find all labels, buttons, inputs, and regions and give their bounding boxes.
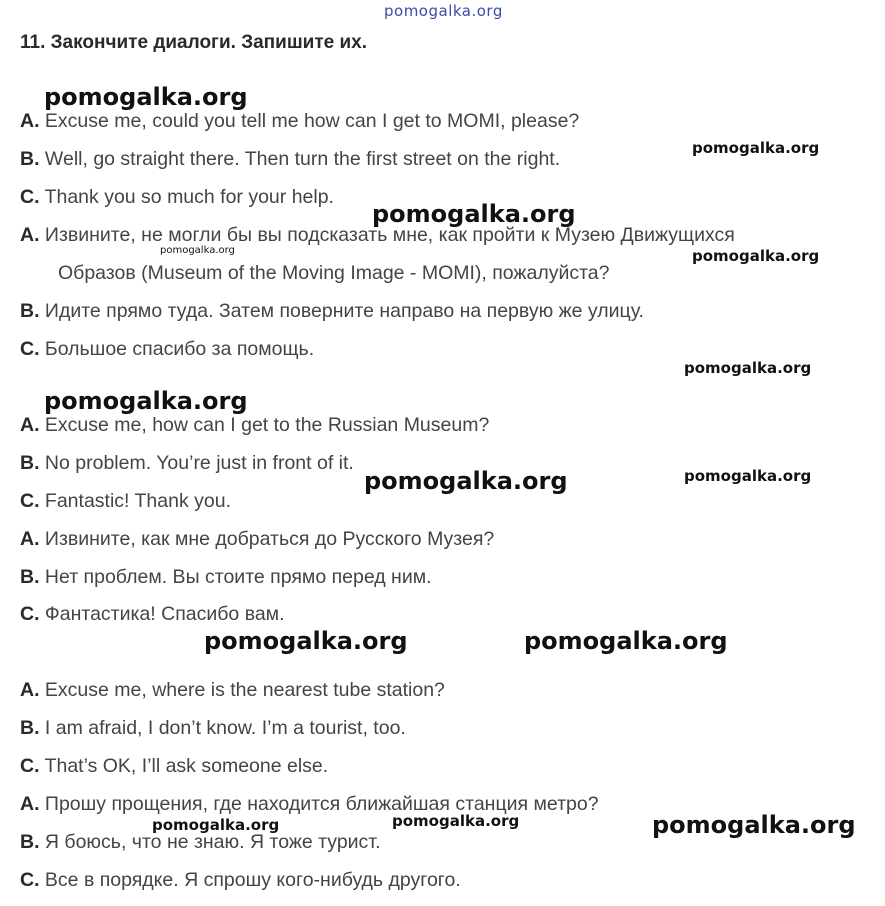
- speaker-label: C.: [20, 603, 40, 625]
- watermark-8: pomogalka.org: [684, 467, 812, 485]
- dialogue-line: [20, 793, 599, 816]
- watermark-1: pomogalka.org: [44, 83, 248, 111]
- watermark-7: pomogalka.org: [44, 387, 248, 415]
- watermark-10: pomogalka.org: [204, 627, 408, 655]
- line-text: No problem. You’re just in front of it.: [44, 452, 354, 474]
- line-text: Большое спасибо за помощь.: [44, 338, 315, 360]
- dialogue-line: [20, 831, 381, 854]
- dialogue-line: [20, 679, 445, 702]
- line-text: Excuse me, could you tell me how can I get to MOMI, please?: [44, 110, 580, 132]
- dialogue-line: [20, 490, 231, 513]
- watermark-top: pomogalka.org: [384, 2, 503, 20]
- watermark-6: pomogalka.org: [684, 359, 812, 377]
- line-text: I am afraid, I don’t know. I’m a tourist, too.: [44, 717, 406, 739]
- line-text: Все в порядке. Я спрошу кого-нибудь другого.: [44, 869, 461, 891]
- dialogue-line: [20, 224, 735, 247]
- speaker-label: B.: [20, 148, 40, 170]
- dialogue-line: [20, 414, 489, 437]
- dialogue-line: [20, 755, 328, 778]
- dialogue-line: [20, 869, 461, 892]
- line-text: Excuse me, where is the nearest tube station?: [44, 679, 445, 701]
- speaker-label: B.: [20, 452, 40, 474]
- speaker-label: A.: [20, 110, 40, 132]
- line-text: Excuse me, how can I get to the Russian Museum?: [44, 414, 490, 436]
- dialogue-line: [20, 148, 560, 171]
- watermark-3: pomogalka.org: [372, 200, 576, 228]
- line-text: Нет проблем. Вы стоите прямо перед ним.: [44, 566, 432, 588]
- watermark-11: pomogalka.org: [524, 627, 728, 655]
- speaker-label: A.: [20, 793, 40, 815]
- dialogue-line: [20, 110, 579, 133]
- speaker-label: B.: [20, 300, 40, 322]
- dialogue-line: [20, 603, 285, 626]
- dialogue-line-continuation: Образов (Museum of the Moving Image - MOMI), пожалуйста?: [58, 262, 610, 284]
- speaker-label: A.: [20, 679, 40, 701]
- speaker-label: C.: [20, 755, 40, 777]
- speaker-label: A.: [20, 414, 40, 436]
- exercise-heading: 11. Закончите диалоги. Запишите их.: [20, 32, 368, 53]
- watermark-2: pomogalka.org: [692, 139, 820, 157]
- speaker-label: B.: [20, 717, 40, 739]
- dialogue-line: [20, 528, 494, 551]
- speaker-label: A.: [20, 528, 40, 550]
- line-text: Извините, как мне добраться до Русского Музея?: [44, 528, 495, 550]
- line-text: Фантастика! Спасибо вам.: [44, 603, 285, 625]
- watermark-14: pomogalka.org: [652, 811, 856, 839]
- line-text: Извините, не могли бы вы подсказать мне, как пройти к Музею Движущихся: [44, 224, 735, 246]
- line-text: Я боюсь, что не знаю. Я тоже турист.: [44, 831, 381, 853]
- speaker-label: C.: [20, 869, 40, 891]
- line-text: Well, go straight there. Then turn the first street on the right.: [44, 148, 561, 170]
- watermark-13: pomogalka.org: [392, 812, 520, 830]
- dialogue-line: [20, 300, 644, 323]
- line-text: Прошу прощения, где находится ближайшая станция метро?: [44, 793, 599, 815]
- speaker-label: B.: [20, 831, 40, 853]
- speaker-label: C.: [20, 338, 40, 360]
- watermark-5: pomogalka.org: [692, 247, 820, 265]
- speaker-label: C.: [20, 490, 40, 512]
- line-text: Thank you so much for your help.: [44, 186, 334, 208]
- line-text: That’s OK, I’ll ask someone else.: [44, 755, 329, 777]
- dialogue-line: [20, 717, 406, 740]
- dialogue-line: [20, 338, 314, 361]
- dialogue-line: [20, 566, 432, 589]
- watermark-4: pomogalka.org: [160, 245, 235, 256]
- watermark-12: pomogalka.org: [152, 816, 280, 834]
- dialogue-line: [20, 186, 334, 209]
- line-text: Fantastic! Thank you.: [44, 490, 231, 512]
- speaker-label: C.: [20, 186, 40, 208]
- watermark-9: pomogalka.org: [364, 467, 568, 495]
- speaker-label: B.: [20, 566, 40, 588]
- line-text: Идите прямо туда. Затем поверните направо на первую же улицу.: [44, 300, 644, 322]
- dialogue-line: [20, 452, 354, 475]
- speaker-label: A.: [20, 224, 40, 246]
